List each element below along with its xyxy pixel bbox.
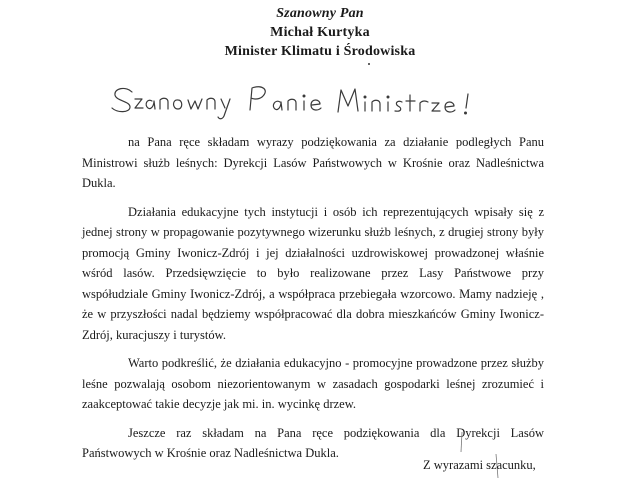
recipient-block [0, 4, 640, 61]
recipient-salutation: Szanowny Pan [276, 6, 364, 21]
body-paragraph-3: Warto podkreślić, że działania edukacyjno - promocyjne prowadzone przez służby leśne pozwalają osobom niezorientowanym w zasadach gospodarki leśnej zrozumieć i zaakceptować takie decyzje jak mi. in. wycinkę drzew. [82, 356, 544, 411]
recipient-position: Minister Klimatu i Środowiska [224, 44, 416, 59]
body-paragraph-4: Jeszcze raz składam na Pana ręce podziękowania dla Dyrekcji Lasów Państwowych w Krośnie oraz Nadleśnictwa Dukla. [82, 425, 544, 460]
body-paragraph-1: na Pana ręce składam wyrazy podziękowania za działanie podległych Panu Ministrowi służb leśnych: Dyrekcji Lasów Państwowych w Krośnie oraz Nadleśnictwa Dukla. [82, 135, 544, 190]
closing-phrase: Z wyrazami szacunku, [423, 458, 536, 472]
letter-body [82, 132, 544, 472]
ink-dot [368, 63, 370, 65]
recipient-name: Michał Kurtyka [270, 25, 370, 40]
handwritten-greeting-image [0, 68, 640, 128]
body-paragraph-2: Działania edukacyjne tych instytucji i osób ich reprezentujących wpisały się z jednej strony w propagowanie pozytywnego wizerunku służb leśnych, z drugiej strony były promocją Gminy Iwonicz-Zdrój i jej działalności uzdrowiskowej prowadzonej właśnie wśród lasów. Przedsięwzięcie to było realizowane przez Lasy Państwowe przy współudziale Gminy Iwonicz-Zdrój, a współpraca przebiegała wzorcowo. Mamy nadzieję , że w przyszłości nadal będziemy współpracować dla dobra mieszkańców Gminy Iwonicz-Zdrój, kuracjuszy i turystów. [82, 204, 544, 342]
